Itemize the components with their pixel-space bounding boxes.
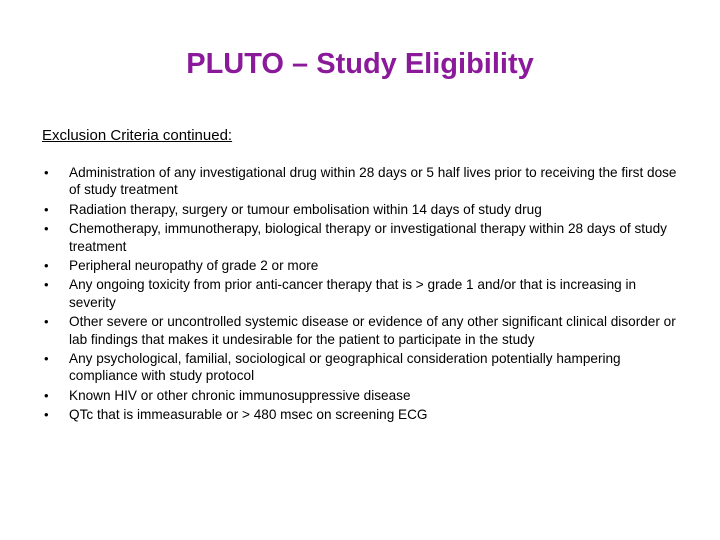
bullet-icon: • [44,277,49,293]
list-item-text: Peripheral neuropathy of grade 2 or more [69,258,319,274]
bullet-icon: • [44,221,49,237]
list-item-text: Any psychological, familial, sociological or geographical consideration potentially hampering compliance with study protocol [69,351,621,384]
list-item-text: Other severe or uncontrolled systemic disease or evidence of any other significant clinical disorder or lab findings that makes it undesirable for the patient to participate in the study [69,314,676,347]
list-item [42,350,682,385]
list-item-text: Any ongoing toxicity from prior anti-cancer therapy that is > grade 1 and/or that is increasing in severity [69,277,637,310]
list-item-text: Known HIV or other chronic immunosuppressive disease [69,387,411,403]
bullet-icon: • [44,165,49,180]
bullet-icon: • [44,351,49,367]
list-item [42,220,682,255]
list-item [42,276,682,311]
section-heading: Exclusion Criteria continued: [42,127,233,144]
list-item-text: Chemotherapy, immunotherapy, biological therapy or investigational therapy within 28 days of study treatment [69,221,667,254]
bullet-icon: • [44,387,49,403]
list-item-text: Administration of any investigational drug within 28 days or 5 half lives prior to receiving the first dose of study treatment [69,165,677,198]
bullet-icon: • [44,258,49,274]
list-item [42,387,682,404]
list-item [42,257,682,274]
bullet-icon: • [44,314,49,330]
bullet-icon: • [44,201,49,217]
bullet-icon: • [44,407,49,423]
list-item [42,313,682,348]
slide-title: PLUTO – Study Eligibility [186,48,534,80]
list-item [42,164,682,199]
list-item-text: Radiation therapy, surgery or tumour embolisation within 14 days of study drug [69,201,542,217]
list-item [42,201,682,218]
list-item-text: QTc that is immeasurable or > 480 msec on screening ECG [69,407,428,423]
criteria-list [42,164,682,426]
list-item [42,406,682,423]
